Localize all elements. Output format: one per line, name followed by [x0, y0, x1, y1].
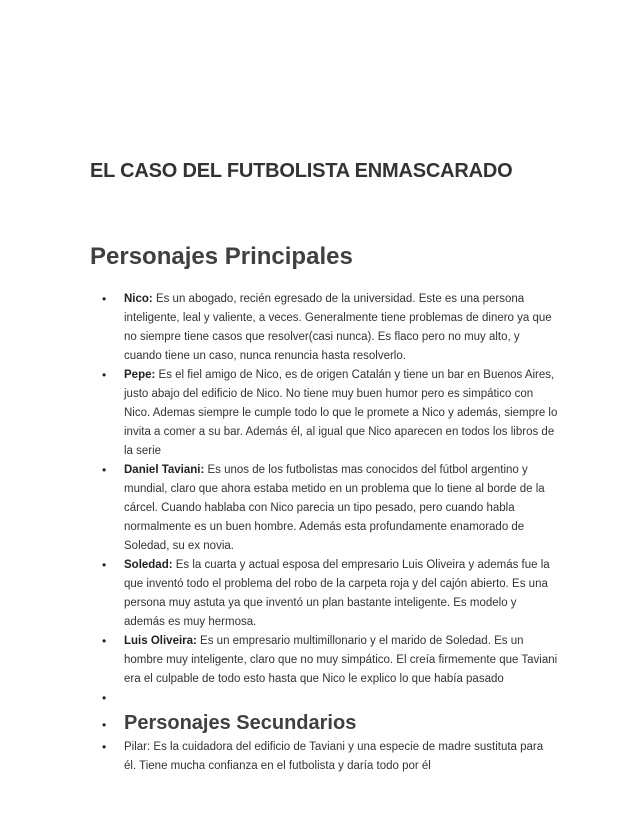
character-item-daniel-taviani	[90, 461, 558, 556]
section-title-main-characters: Personajes Principales	[90, 243, 353, 270]
section-title-secondary-characters: • Personajes Secundarios	[124, 712, 357, 734]
secondary-heading-item	[90, 708, 558, 738]
character-description: Pilar: Es la cuidadora del edificio de Taviani y una especie de madre sustituta para él. Tiene mucha confianza en el futbolista y daría todo por él	[124, 741, 544, 772]
document-title: EL CASO DEL FUTBOLISTA ENMASCARADO	[90, 160, 513, 182]
character-item-pilar	[90, 738, 558, 776]
character-name: Nico:	[124, 293, 153, 305]
character-description: Es un empresario multimillonario y el marido de Soledad. Es un hombre muy inteligente, claro que no muy simpático. El creía firmemente que Taviani era el culpable de todo esto hasta que Nico le explico lo que había pasado	[124, 635, 558, 685]
character-description: Es la cuarta y actual esposa del empresario Luis Oliveira y además fue la que inventó todo el problema del robo de la carpeta roja y del cajón abierto. Es una persona muy astuta ya que inventó un plan bastante inteligente. Es modelo y además es muy hermosa.	[124, 559, 550, 628]
character-name: Soledad:	[124, 559, 173, 571]
character-description: Es unos de los futbolistas mas conocidos del fútbol argentino y mundial, claro que ahora estaba metido en un problema que lo tiene al borde de la cárcel. Cuando hablaba con Nico parecia un tipo pesado, pero cuando habla normalmente es un buen hombre. Además esta profundamente enamorado de Soledad, su ex novia.	[124, 464, 545, 552]
character-name: Luis Oliveira:	[124, 635, 197, 647]
character-name: Daniel Taviani:	[124, 464, 205, 476]
character-description: Es un abogado, recién egresado de la universidad. Este es una persona inteligente, leal y valiente, a veces. Generalmente tiene problemas de dinero ya que no siempre tiene casos que resolver(casi nunca). Es flaco pero no muy alto, y cuando tiene un caso, nunca renuncia hasta resolverlo.	[124, 293, 552, 362]
character-item-nico	[90, 290, 558, 366]
character-item-soledad	[90, 556, 558, 632]
character-description: Es el fiel amigo de Nico, es de origen Catalán y tiene un bar en Buenos Aires, justo abajo del edificio de Nico. No tiene muy buen humor pero es simpático con Nico. Ademas siempre le cumple todo lo que le promete a Nico y además, siempre lo invita a comer a su bar. Además él, al igual que Nico aparecen en todos los libros de la serie	[124, 369, 558, 457]
character-item-luis-oliveira	[90, 632, 558, 689]
character-name: Pepe:	[124, 369, 156, 381]
empty-list-item	[90, 689, 558, 708]
characters-list	[90, 290, 558, 776]
character-item-pepe	[90, 366, 558, 461]
